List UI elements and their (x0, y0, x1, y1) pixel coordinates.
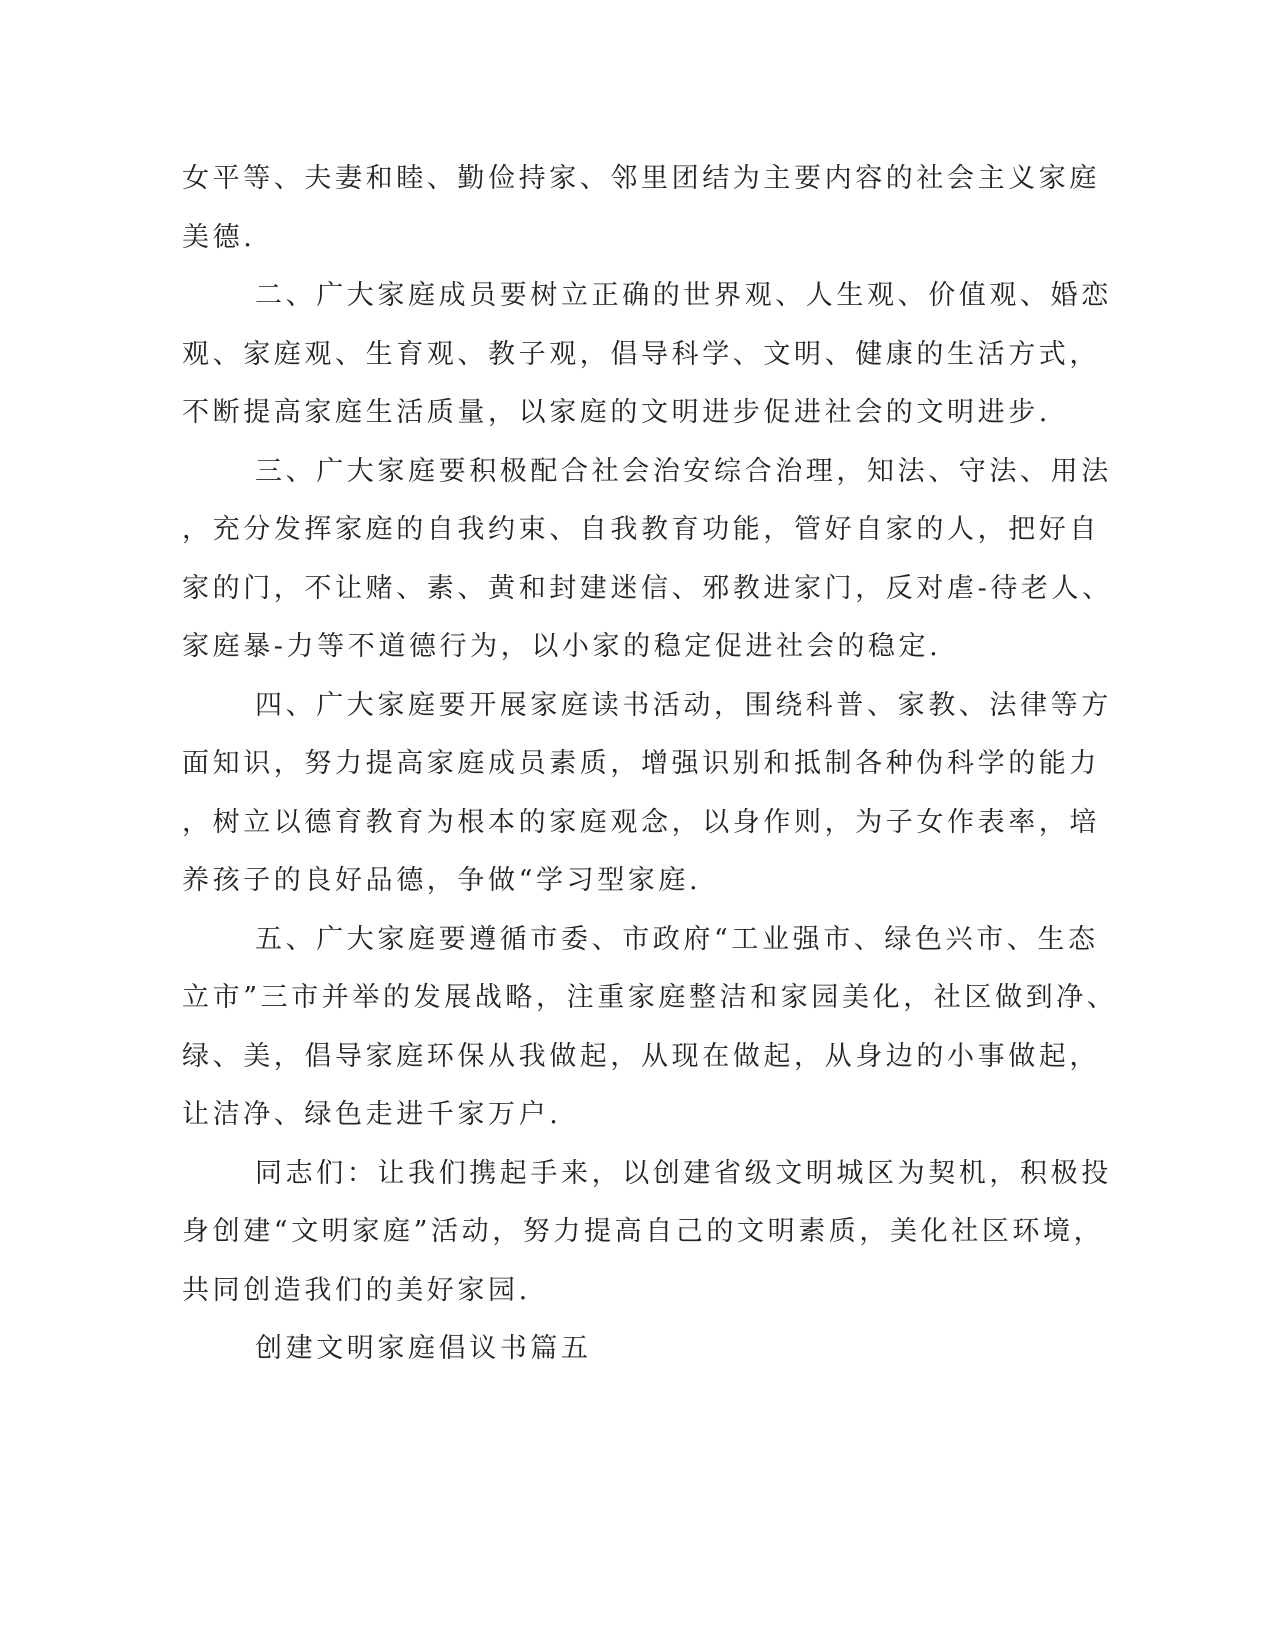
text-line: 身创建“文明家庭”活动，努力提高自己的文明素质，美化社区环境， (182, 1216, 1105, 1247)
paragraph-start-line: 二、广大家庭成员要树立正确的世界观、人生观、价值观、婚恋 (255, 280, 1112, 311)
text-line: 立市”三市并举的发展战略，注重家庭整洁和家园美化，社区做到净、 (182, 982, 1118, 1013)
text-line: 面知识，努力提高家庭成员素质，增强识别和抵制各种伪科学的能力 (182, 748, 1100, 779)
text-line: 家庭暴-力等不道德行为，以小家的稳定促进社会的稳定. (182, 631, 942, 662)
paragraph-start-line: 五、广大家庭要遵循市委、市政府“工业强市、绿色兴市、生态 (255, 923, 1099, 955)
paragraph-start-line: 四、广大家庭要开展家庭读书活动，围绕科普、家教、法律等方 (255, 689, 1112, 721)
document-page (182, 150, 1118, 1379)
text-line: 女平等、夫妻和睦、勤俭持家、邻里团结为主要内容的社会主义家庭 (182, 163, 1100, 194)
text-line: 绿、美，倡导家庭环保从我做起，从现在做起，从身边的小事做起， (182, 1040, 1100, 1072)
text-line: 养孩子的良好品德，争做“学习型家庭. (182, 865, 702, 896)
paragraph-start-line: 同志们：让我们携起手来，以创建省级文明城区为契机，积极投 (255, 1157, 1112, 1189)
text-line: 让洁净、绿色走进千家万户. (182, 1099, 562, 1130)
text-line: 观、家庭观、生育观、教子观，倡导科学、文明、健康的生活方式， (182, 338, 1100, 370)
text-line: ，树立以德育教育为根本的家庭观念，以身作则，为子女作表率，培 (182, 806, 1100, 838)
text-line: 共同创造我们的美好家园. (182, 1274, 531, 1306)
text-line: ，充分发挥家庭的自我约束、自我教育功能，管好自家的人，把好自 (182, 514, 1100, 545)
section-heading: 创建文明家庭倡议书篇五 (255, 1333, 592, 1364)
text-line: 家的门，不让赌、素、黄和封建迷信、邪教进家门，反对虐-待老人、 (182, 572, 1113, 604)
text-line: 美德. (182, 221, 256, 253)
paragraph-start-line: 三、广大家庭要积极配合社会治安综合治理，知法、守法、用法 (255, 455, 1112, 487)
text-line: 不断提高家庭生活质量，以家庭的文明进步促进社会的文明进步. (182, 397, 1051, 428)
